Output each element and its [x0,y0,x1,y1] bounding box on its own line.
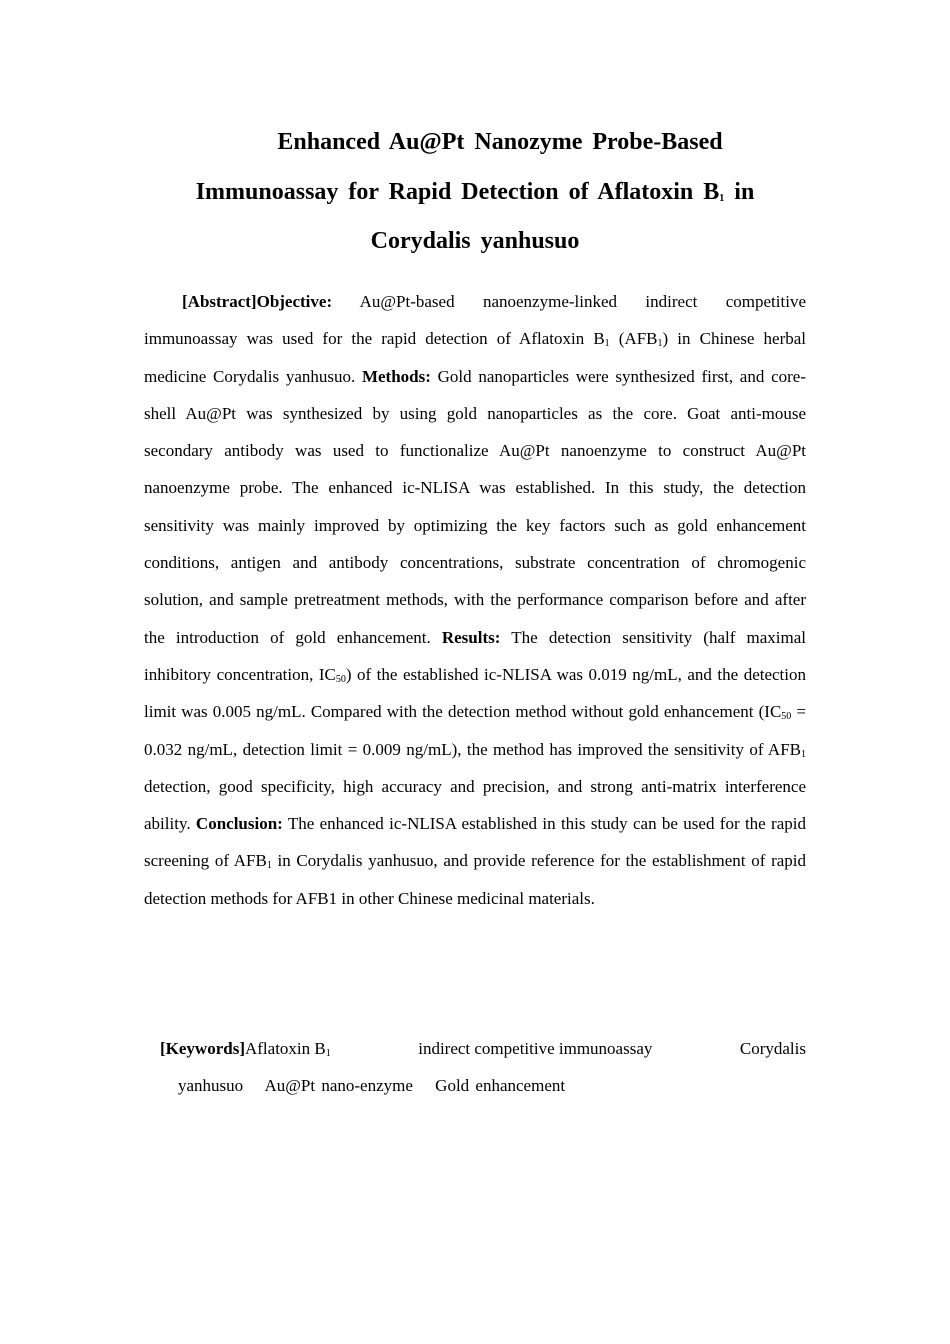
subscript: 50 [335,673,346,685]
keywords-label: [Keywords] [160,1039,245,1058]
title-subscript: 1 [719,192,725,204]
keyword-nanoenzyme: Au@Pt nano-enzyme [264,1076,413,1096]
conclusion-text: in Corydalis yanhusuo, and provide reference for the establishment of rapid detection methods for AFB1 in other Chinese medicinal materials. [144,851,806,908]
keyword-text: Aflatoxin B [244,1039,326,1058]
methods-text: Gold nanoparticles were synthesized first, and core-shell Au@Pt was synthesized by using gold nanoparticles as the core. Goat anti-mouse secondary antibody was used to functionalize Au@Pt nanoenzyme to construct Au@Pt nanoenzyme probe. The enhanced ic-NLISA was established. In this study, the detection sensitivity was mainly improved by optimizing the key factors such as gold enhancement conditions, antigen and antibody concentrations, substrate concentration of chromogenic solution, and sample pretreatment methods, with the performance comparison before and after the introduction of gold enhancement. [144,366,806,647]
subscript: 1 [657,338,663,350]
objective-label: Objective: [256,292,333,311]
subscript: 1 [801,748,806,760]
abstract-paragraph [144,283,806,917]
keyword-gold-enhancement: Gold enhancement [435,1076,566,1096]
keyword-immunoassay: indirect competitive immunoassay [418,1039,653,1058]
results-text: detection, good specificity, high accuracy and precision, and strong anti-matrix interference ability. [144,776,806,834]
subscript: 1 [266,860,272,872]
keyword-corydalis: Corydalis [739,1039,806,1058]
subscript: 50 [781,711,792,723]
keywords-line-1 [144,1030,806,1067]
title-line-2 [144,168,806,218]
conclusion-text: The enhanced ic-NLISA established in this study can be used for the rapid screening of AFB [144,814,806,871]
objective-text: Au@Pt-based nanoenzyme-linked indirect competitive immunoassay was used for the rapid detection of Aflatoxin B [144,292,806,349]
title-line-2-end: in [724,178,755,205]
objective-text: (AFB [609,329,658,349]
title-line-3: Corydalis yanhusuo [370,228,580,254]
keyword-yanhusuo: yanhusuo [178,1076,244,1096]
methods-label: Methods: [361,366,431,386]
keywords-line-2 [144,1067,806,1104]
paper-title [144,118,806,267]
subscript: 1 [325,1048,331,1059]
title-line-2-text: Immunoassay for Rapid Detection of Aflatoxin B [195,178,720,205]
keyword-aflatoxin [160,1030,331,1067]
keywords [144,1030,806,1105]
results-text: ) of the established ic-NLISA was 0.019 ng/mL, and the detection limit was 0.005 ng/mL. Compared with the detection method without gold enhancement (IC [144,664,806,722]
abstract-label: [Abstract] [182,292,257,311]
results-text: The detection sensitivity (half maximal inhibitory concentration, IC [144,627,806,684]
results-text: = 0.032 ng/mL, detection limit = 0.009 ng/mL), the method has improved the sensitivity of AFB [144,702,806,759]
objective-text: ) in Chinese herbal medicine Corydalis yanhusuo. [144,329,807,386]
conclusion-label: Conclusion: [195,814,283,834]
title-line-1: Enhanced Au@Pt Nanozyme Probe-Based [277,129,723,155]
results-label: Results: [441,627,501,647]
abstract [144,283,806,917]
subscript: 1 [604,338,610,350]
